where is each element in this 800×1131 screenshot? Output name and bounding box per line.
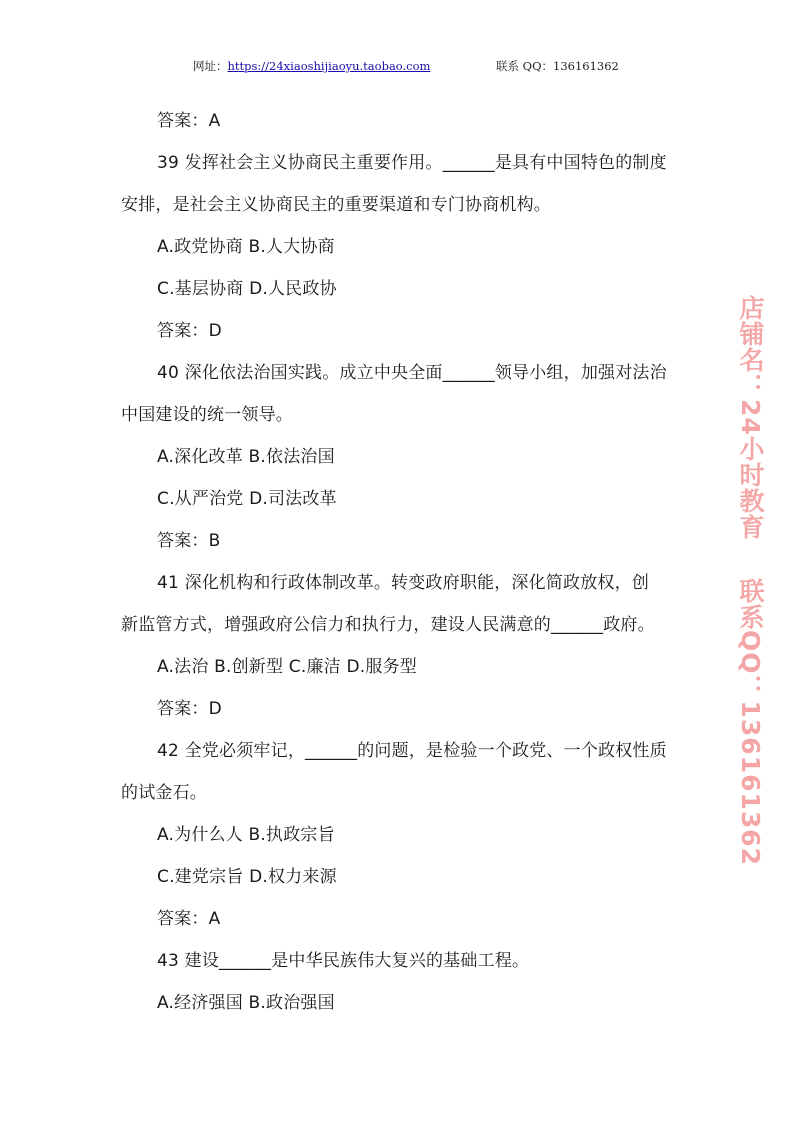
answer-41: 答案：D bbox=[157, 699, 222, 719]
site-url-link[interactable]: https://24xiaoshijiaoyu.taobao.com bbox=[227, 59, 431, 73]
question-39-line-1: 39 发挥社会主义协商民主重要作用。______是具有中国特色的制度 bbox=[157, 153, 667, 173]
question-39-options-ab: A.政党协商 B.人大协商 bbox=[157, 237, 335, 257]
question-42-line-1: 42 全党必须牢记，______的问题，是检验一个政党、一个政权性质 bbox=[157, 741, 667, 761]
contact-qq: 联系 QQ：136161362 bbox=[496, 59, 619, 73]
watermark-qq: 联系QQ：136161362 bbox=[736, 577, 765, 866]
question-40-line-1: 40 深化依法治国实践。成立中央全面______领导小组，加强对法治 bbox=[157, 363, 667, 383]
question-40-options-ab: A.深化改革 B.依法治国 bbox=[157, 447, 335, 467]
watermark-shop-name: 店铺名：24小时教育 bbox=[736, 295, 765, 540]
question-41-line-1: 41 深化机构和行政体制改革。转变政府职能，深化简政放权，创 bbox=[157, 573, 650, 593]
shop-watermark bbox=[728, 295, 768, 866]
question-42-options-ab: A.为什么人 B.执政宗旨 bbox=[157, 825, 335, 845]
question-39-options-cd: C.基层协商 D.人民政协 bbox=[157, 279, 337, 299]
question-40-line-2: 中国建设的统一领导。 bbox=[121, 405, 293, 425]
question-41-line-2: 新监管方式，增强政府公信力和执行力，建设人民满意的______政府。 bbox=[121, 615, 655, 635]
answer-40: 答案：B bbox=[157, 531, 221, 551]
answer-39: 答案：D bbox=[157, 321, 222, 341]
question-42-options-cd: C.建党宗旨 D.权力来源 bbox=[157, 867, 337, 887]
question-42-line-2: 的试金石。 bbox=[121, 783, 207, 803]
answer-38: 答案：A bbox=[157, 111, 221, 131]
question-41-options: A.法治 B.创新型 C.廉洁 D.服务型 bbox=[157, 657, 417, 677]
question-43-options-ab: A.经济强国 B.政治强国 bbox=[157, 993, 335, 1013]
page-header bbox=[0, 58, 800, 78]
question-39-line-2: 安排，是社会主义协商民主的重要渠道和专门协商机构。 bbox=[121, 195, 551, 215]
site-label-text: 网址： bbox=[193, 59, 228, 73]
site-address bbox=[193, 58, 430, 74]
question-40-options-cd: C.从严治党 D.司法改革 bbox=[157, 489, 337, 509]
answer-42: 答案：A bbox=[157, 909, 221, 929]
question-43-line-1: 43 建设______是中华民族伟大复兴的基础工程。 bbox=[157, 951, 530, 971]
